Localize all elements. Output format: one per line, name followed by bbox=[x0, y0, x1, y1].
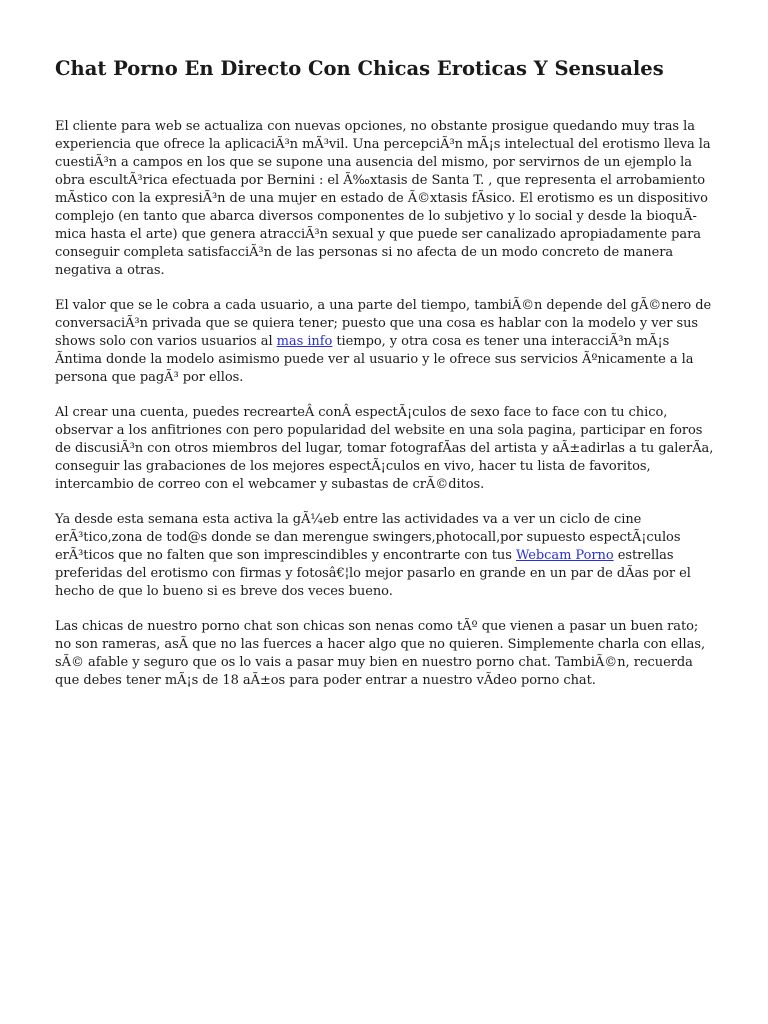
paragraph-1: El cliente para web se actualiza con nuevas opciones, no obstante prosigue quedando muy tras la experiencia que ofrece la aplicaciÃ³n mÃ³vil. Una percepciÃ³n mÃ¡s intelectual del erotismo lleva la cuestiÃ³n a campos en los que se supone una ausencia del mismo, por servirnos de un ejemplo la obra escultÃ³rica efectuada por Bernini : el Ã‰xtasis de Santa T. , que representa el arrobamiento mÃstico con la expresiÃ³n de una mujer en estado de Ã©xtasis fÃsico. El erotismo es un dispositivo complejo (en tanto que abarca diversos componentes de lo subjetivo y lo social y desde la bioquÃmica hasta el arte) que genera atracciÃ³n sexual y que puede ser canalizado apropiadamente para conseguir completa satisfacciÃ³n de las personas si no afecta de un modo concreto de manera negativa a otras. bbox=[55, 119, 711, 278]
page-title: Chat Porno En Directo Con Chicas Eroticas Y Sensuales bbox=[55, 57, 664, 80]
paragraph-3: Al crear una cuenta, puedes recrearteÂ conÂ espectÃ¡culos de sexo face to face con tu chico, observar a los anfitriones con pero popularidad del website en una sola pagina, participar en foros de discusiÃ³n con otros miembros del lugar, tomar fotografÃas del artista y aÃ±adirlas a tu galerÃa, conseguir las grabaciones de los mejores espectÃ¡culos en vivo, hacer tu lista de favoritos, intercambio de correo con el webcamer y subastas de crÃ©ditos. bbox=[55, 405, 714, 492]
mas-info-link[interactable]: mas info bbox=[276, 334, 333, 349]
paragraph-2 bbox=[55, 297, 717, 387]
document-page bbox=[55, 56, 717, 707]
paragraph-4-text-after: estrellas preferidas del erotismo con firmas y fotosâ€¦lo mejor pasarlo en grande en un par de dÃas por el hecho de que lo bueno si es breve dos veces bueno. bbox=[55, 548, 691, 599]
webcam-porno-link[interactable]: Webcam Porno bbox=[515, 548, 614, 563]
paragraph-4-text-before: Ya desde esta semana esta activa la gÃ¼eb entre las actividades va a ver un ciclo de cine erÃ³tico,zona de tod@s donde se dan merengue swingers,photocall,por supuesto espectÃ¡culos erÃ³ticos que no falten que son imprescindibles y encontrarte con tus bbox=[55, 512, 681, 563]
paragraph-5: Las chicas de nuestro porno chat son chicas son nenas como tÃº que vienen a pasar un buen rato; no son rameras, asÃ que no las fuerces a hacer algo que no quieren. Simplemente charla con ellas, sÃ© afable y seguro que os lo vais a pasar muy bien en nuestro porno chat. TambiÃ©n, recuerda que debes tener mÃ¡s de 18 aÃ±os para poder entrar a nuestro vÃdeo porno chat. bbox=[55, 619, 706, 688]
paragraph-4 bbox=[55, 511, 717, 601]
paragraph-2-text-after: tiempo, y otra cosa es tener una interacciÃ³n mÃ¡s Ãntima donde la modelo asimismo puede ver al usuario y le ofrece sus servicios Ãºnicamente a la persona que pagÃ³ por ellos. bbox=[55, 334, 694, 385]
paragraph-2-text-before: El valor que se le cobra a cada usuario, a una parte del tiempo, tambiÃ©n depende del gÃ©nero de conversaciÃ³n privada que se quiera tener; puesto que una cosa es hablar con la modelo y ver sus shows solo con varios usuarios al bbox=[55, 298, 712, 349]
